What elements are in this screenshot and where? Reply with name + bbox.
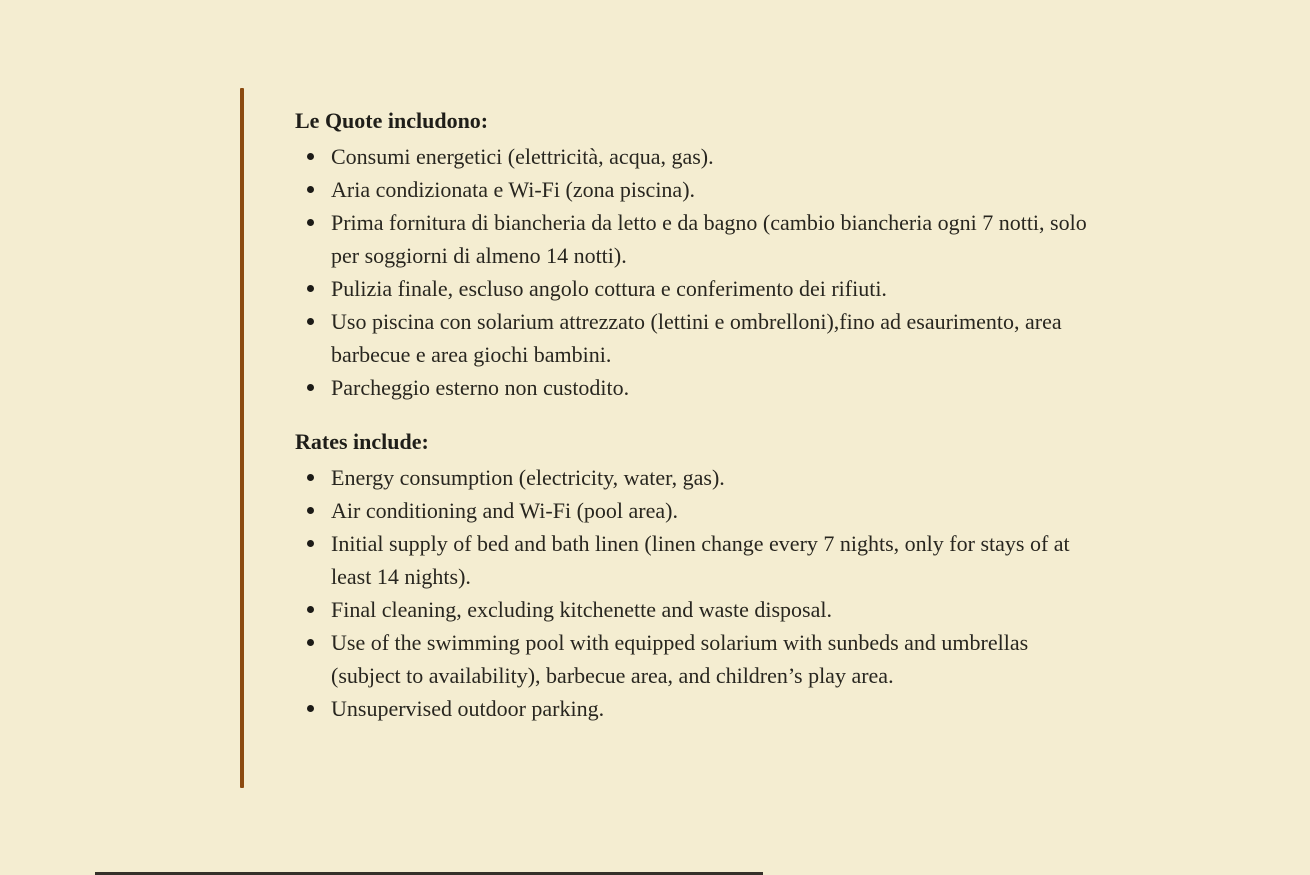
list-item-text: Uso piscina con solarium attrezzato (lettini e ombrelloni),fino ad esaurimento, area barbecue e area giochi bambini.: [331, 309, 1062, 367]
list-item-text: Consumi energetici (elettricità, acqua, gas).: [331, 144, 714, 169]
list-item: [295, 494, 1095, 527]
list-item: [295, 593, 1095, 626]
list-item: [295, 140, 1095, 173]
vertical-accent-rule: [240, 88, 244, 788]
section-heading-english: Rates include:: [295, 429, 429, 454]
list-item-text: Energy consumption (electricity, water, gas).: [331, 465, 725, 490]
bullet-icon: [307, 219, 314, 226]
bullet-icon: [307, 507, 314, 514]
list-item: [295, 173, 1095, 206]
list-item-text: Use of the swimming pool with equipped solarium with sunbeds and umbrellas (subject to availability), barbecue area, and children’s play area.: [331, 630, 1029, 688]
list-item: [295, 461, 1095, 494]
bullet-icon: [307, 153, 314, 160]
bullet-icon: [307, 384, 314, 391]
section-rates-english: [295, 425, 1095, 725]
list-item: [295, 272, 1095, 305]
bullet-icon: [307, 318, 314, 325]
list-item: [295, 206, 1095, 272]
list-item-text: Initial supply of bed and bath linen (linen change every 7 nights, only for stays of at least 14 nights).: [331, 531, 1070, 589]
list-item: [295, 692, 1095, 725]
list-item-text: Parcheggio esterno non custodito.: [331, 375, 630, 400]
bullet-icon: [307, 606, 314, 613]
bullet-icon: [307, 285, 314, 292]
list-item-text: Prima fornitura di biancheria da letto e da bagno (cambio biancheria ogni 7 notti, solo per soggiorni di almeno 14 notti).: [331, 210, 1087, 268]
bullet-icon: [307, 540, 314, 547]
bullet-icon: [307, 474, 314, 481]
list-item: [295, 527, 1095, 593]
list-item: [295, 305, 1095, 371]
bullet-icon: [307, 186, 314, 193]
list-item: [295, 626, 1095, 692]
bullet-icon: [307, 639, 314, 646]
section-heading-italian: Le Quote includono:: [295, 108, 489, 133]
list-item-text: Final cleaning, excluding kitchenette and waste disposal.: [331, 597, 832, 622]
list-item: [295, 371, 1095, 404]
list-item-text: Pulizia finale, escluso angolo cottura e conferimento dei rifiuti.: [331, 276, 887, 301]
list-item-text: Aria condizionata e Wi-Fi (zona piscina).: [331, 177, 696, 202]
list-item-text: Unsupervised outdoor parking.: [331, 696, 605, 721]
bullet-list-english: [295, 461, 1095, 725]
list-item-text: Air conditioning and Wi-Fi (pool area).: [331, 498, 678, 523]
bullet-list-italian: [295, 140, 1095, 404]
section-quote-italian: [295, 104, 1095, 404]
rates-info-content: [295, 104, 1095, 725]
bullet-icon: [307, 705, 314, 712]
